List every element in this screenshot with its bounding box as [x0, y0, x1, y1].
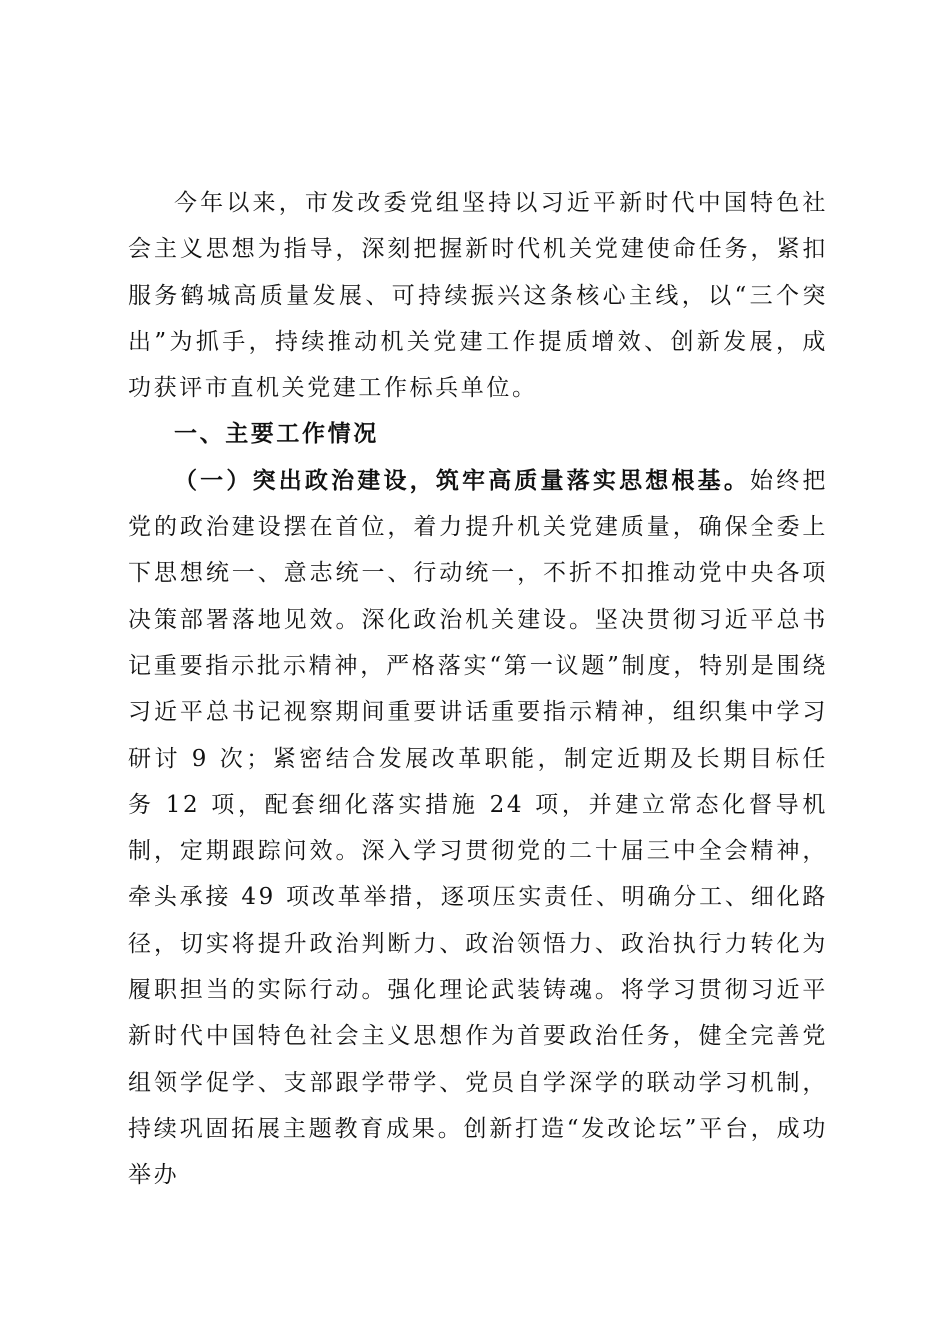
subsection-body: 始终把党的政治建设摆在首位，着力提升机关党建质量，确保全委上下思想统一、意志统一、行动统一，不折不扣推动党中央各项决策部署落地见效。深化政治机关建设。坚决贯彻习近平总书记重要指示批示精神，严格落实“第一议题”制度，特别是围绕习近平总书记视察期间重要讲话重要指示精神，组织集中学习研讨 9 次；紧密结合发展改革职能，制定近期及长期目标任务 12 项，配套细化落实措施 24 项，并建立常态化督导机制，定期跟踪问效。深入学习贯彻党的二十届三中全会精神，牵头承接 49 项改革举措，逐项压实责任、明确分工、细化路径，切实将提升政治判断力、政治领悟力、政治执行力转化为履职担当的实际行动。强化理论武装铸魂。将学习贯彻习近平新时代中国特色社会主义思想作为首要政治任务，健全完善党组领学促学、支部跟学带学、党员自学深学的联动学习机制，持续巩固拓展主题教育成果。创新打造“发改论坛”平台，成功举办 — [128, 467, 828, 1189]
section-heading: 一、主要工作情况 — [174, 421, 379, 448]
subsection-paragraph — [128, 458, 828, 1199]
subsection-lead: （一）突出政治建设，筑牢高质量落实思想根基。 — [174, 467, 751, 494]
intro-paragraph: 今年以来，市发改委党组坚持以习近平新时代中国特色社会主义思想为指导，深刻把握新时代机关党建使命任务，紧扣服务鹤城高质量发展、可持续振兴这条核心主线，以“三个突出”为抓手，持续推动机关党建工作提质增效、创新发展，成功获评市直机关党建工作标兵单位。 — [128, 190, 828, 402]
document-body — [128, 180, 828, 1199]
